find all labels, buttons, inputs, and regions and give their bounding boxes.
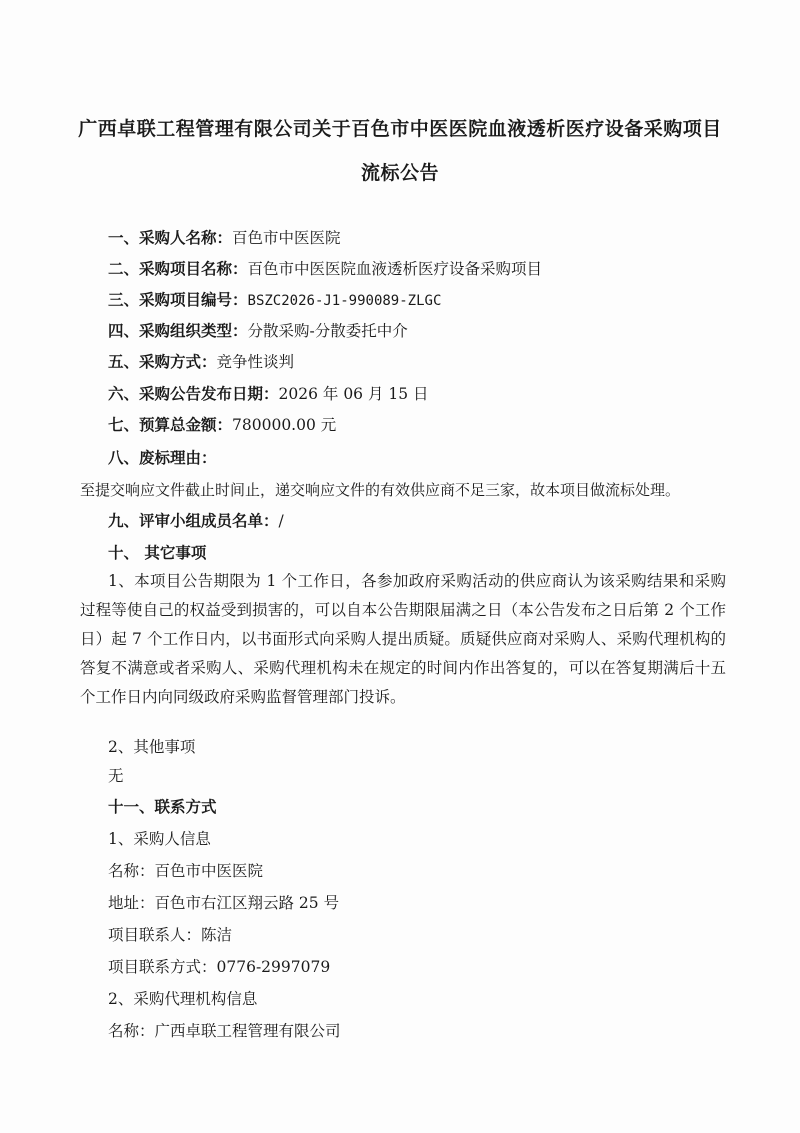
- item-purchaser-name: [108, 228, 341, 248]
- item-label: 四、采购组织类型：: [108, 322, 248, 340]
- purchaser-name: 名称：百色市中医医院: [108, 862, 264, 880]
- item-review-panel: [108, 511, 284, 531]
- item-value: /: [278, 512, 284, 530]
- item-label: 七、预算总金额：: [108, 416, 233, 434]
- item-procurement-method: [108, 352, 294, 372]
- item-label: 五、采购方式：: [108, 353, 217, 371]
- section-other-matters-heading: 十、 其它事项: [108, 544, 207, 562]
- agency-name: 名称：广西卓联工程管理有限公司: [108, 1022, 341, 1040]
- purchaser-phone: 项目联系方式：0776-2997079: [108, 958, 331, 976]
- item-failure-reason: [108, 448, 217, 468]
- section-contact-heading: 十一、联系方式: [108, 798, 217, 816]
- item-publish-date: [108, 384, 429, 404]
- item-project-name: [108, 259, 542, 279]
- item-label: 八、废标理由：: [108, 449, 217, 467]
- item-value: 2026 年 06 月 15 日: [278, 385, 429, 403]
- item-value: 780000.00 元: [232, 416, 337, 434]
- item-value: BSZC2026-J1-990089-ZLGC: [247, 293, 442, 309]
- document-title: 广西卓联工程管理有限公司关于百色市中医医院血液透析医疗设备采购项目: [78, 118, 722, 140]
- item-organization-type: [108, 321, 408, 341]
- other-matters-text: 无: [108, 767, 124, 785]
- item-value: 百色市中医医院血液透析医疗设备采购项目: [247, 260, 543, 278]
- purchaser-contact-person: 项目联系人：陈洁: [108, 926, 233, 944]
- other-matters-paragraph: 1、本项目公告期限为 1 个工作日，各参加政府采购活动的供应商认为该采购结果和采购过程等使自己的权益受到损害的，可以自本公告期限届满之日（本公告发布之日后第 2 个工作日）起 7 个工作日内，以书面形式向采购人提出质疑。质疑供应商对采购人、采购代理机构的答复不满意或者采购人、采购代理机构未在规定的时间内作出答复的，可以在答复期满后十五个工作日内向同级政府采购监督管理部门投诉。: [80, 572, 726, 706]
- item-value: 分散采购-分散委托中介: [247, 322, 408, 340]
- item-value: 百色市中医医院: [232, 229, 341, 247]
- purchaser-address: 地址：百色市右江区翔云路 25 号: [108, 894, 340, 912]
- item-label: 三、采购项目编号：: [108, 291, 248, 309]
- purchaser-info-heading: 1、采购人信息: [108, 830, 211, 848]
- failure-reason-text: 至提交响应文件截止时间止，递交响应文件的有效供应商不足三家，故本项目做流标处理。: [80, 481, 681, 499]
- item-label: 二、采购项目名称：: [108, 260, 248, 278]
- other-matters-subheading: 2、其他事项: [108, 738, 196, 756]
- item-label: 九、评审小组成员名单：: [108, 512, 279, 530]
- item-label: 一、采购人名称：: [108, 229, 233, 247]
- item-project-number: [108, 290, 441, 311]
- agency-info-heading: 2、采购代理机构信息: [108, 990, 258, 1008]
- item-budget: [108, 415, 336, 435]
- item-label: 六、采购公告发布日期：: [108, 385, 279, 403]
- document-title-line2: 流标公告: [360, 162, 439, 184]
- item-value: 竞争性谈判: [216, 353, 295, 371]
